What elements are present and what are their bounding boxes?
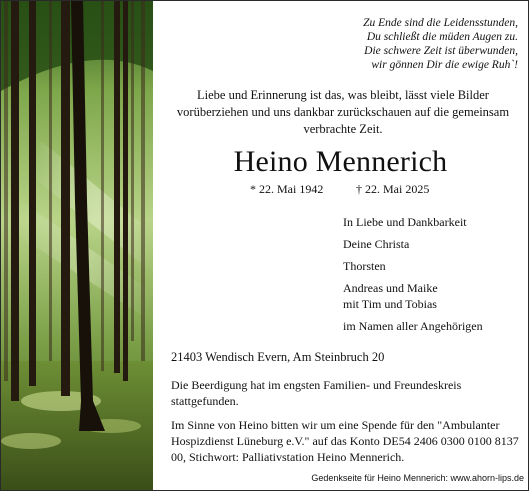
mourner-line: im Namen aller Angehörigen [343,319,483,333]
mourner-group [343,236,523,252]
mourners-list [343,214,523,340]
birth-date: * 22. Mai 1942 [250,182,324,196]
poem-line: Zu Ende sind die Leidensstunden, [363,17,518,29]
funeral-note: Die Beerdigung hat im engsten Familien- und Freundeskreis stattgefunden. [171,378,462,408]
deceased-name: Heino Mennerich [233,145,448,178]
mourner-group [343,280,523,312]
poem-line: Die schwere Zeit ist überwunden, [364,45,518,57]
mourner-group [343,214,523,230]
intro-text: Liebe und Erinnerung ist das, was bleibt, lässt viele Bilder vorüberziehen und uns dankbar zurückschauen auf die gemeinsam verbrachte Zeit. [176,88,510,136]
death-date: † 22. Mai 2025 [356,182,430,196]
text-column [153,1,528,490]
mourner-group [343,258,523,274]
poem-line: Du schließt die müden Augen zu. [366,31,518,43]
address: 21403 Wendisch Evern, Am Steinbruch 20 [171,350,385,364]
donation-note: Im Sinne von Heino bitten wir um eine Spende für den "Ambulanter Hospizdienst Lüneburg e.V." auf das Konto DE54 2406 0300 0100 8137 00, Stichwort: Palliativstation Heino Mennerich. [171,418,519,464]
poem [298,16,518,72]
forest-photo [1,1,153,490]
mourner-line: In Liebe und Dankbarkeit [343,215,467,229]
mourner-line: Deine Christa [343,237,410,251]
memorial-page-link[interactable]: Gedenkseite für Heino Mennerich: www.ahorn-lips.de [311,473,524,483]
poem-line: wir gönnen Dir die ewige Ruh`! [371,59,518,71]
mourner-line: Thorsten [343,259,386,273]
mourner-group [343,318,523,334]
mourner-line: mit Tim und Tobias [343,297,437,311]
mourner-line: Andreas und Maike [343,281,438,295]
